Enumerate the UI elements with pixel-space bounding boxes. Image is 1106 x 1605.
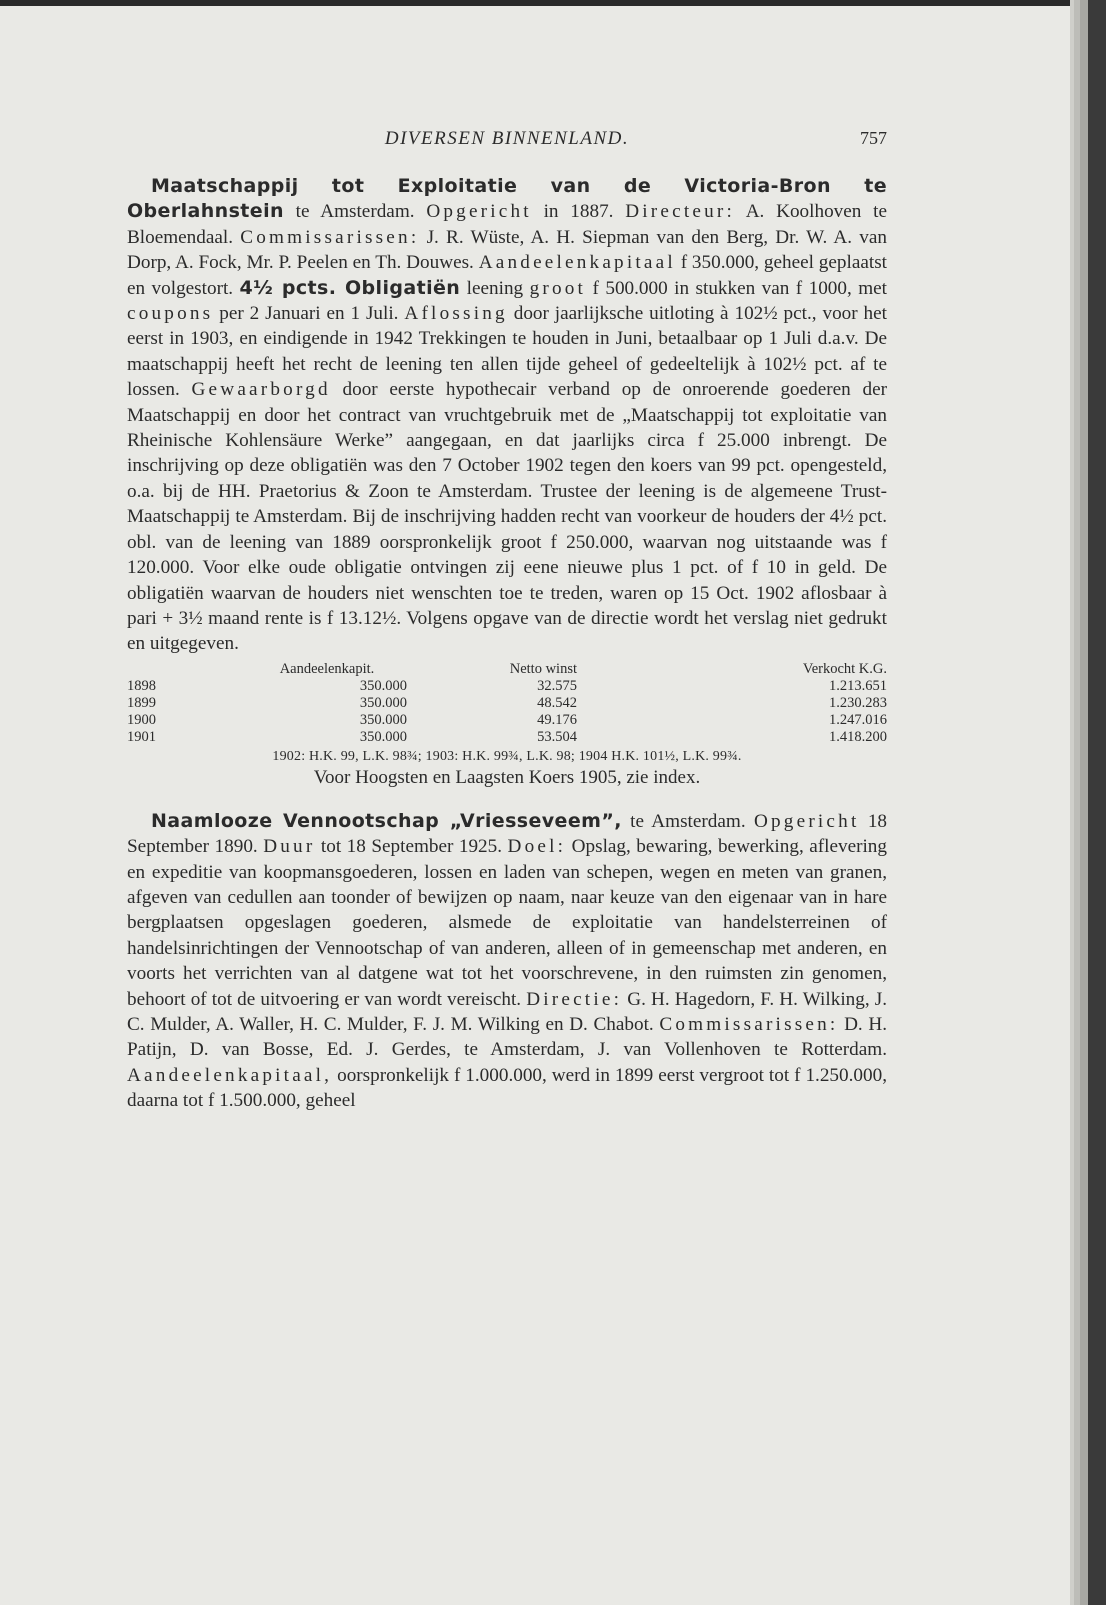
field-label-directie: Directie: xyxy=(526,988,623,1010)
winst-cell: 32.575 xyxy=(537,677,577,694)
table-row xyxy=(127,729,887,746)
text-run: te Amsterdam. xyxy=(283,201,427,223)
kapitaal-cell: 350.000 xyxy=(359,728,407,745)
text-run: Opslag, bewaring, bewerking, aflevering en expeditie van koopmansgoederen, lossen en laden van schepen, wegen en meten van granen, afgeven van cedullen aan toonder of bewijzen op naam, naar keuze van den eigenaar van in hare bergplaatsen opgeslagen goederen, alsmede de exploitatie van handelsterreinen of handelsinrichtingen der Vennootschap of van anderen, alleen of in gemeenschap met anderen, en voorts het verrichten van al datgene wat tot het voorschrevene, in den ruimsten zin genomen, behoort of tot de uitvoering er van wordt vereischt. xyxy=(127,836,887,1010)
table-row xyxy=(127,678,887,695)
page-number: 757 xyxy=(860,128,887,148)
field-label-aandeelenkapitaal: Aandeelenkapitaal xyxy=(478,252,676,274)
field-label-opgericht: Opgericht xyxy=(426,201,532,223)
field-label-doel: Doel: xyxy=(507,836,567,858)
kapitaal-cell: 350.000 xyxy=(359,711,407,728)
field-label-gewaarborgd: Gewaarborgd xyxy=(191,379,331,401)
text-run: tot 18 September 1925. xyxy=(315,836,508,858)
field-label-directeur: Directeur: xyxy=(625,201,735,223)
verkocht-cell: 1.247.016 xyxy=(829,711,887,728)
text-run: te Amsterdam. xyxy=(621,810,754,832)
text-run: G. H. Hagedorn, F. H. Wilking, J. C. Mulder, A. Waller, H. C. Mulder, F. J. M. Wilking en D. Chabot. xyxy=(127,988,887,1035)
verkocht-cell: 1.230.283 xyxy=(829,694,887,711)
article-vriesseveem xyxy=(127,809,887,1114)
field-label-aflossing: Aflossing xyxy=(404,303,508,325)
winst-cell: 48.542 xyxy=(537,694,577,711)
text-run: leening xyxy=(460,277,530,299)
field-label-coupons: coupons xyxy=(127,303,214,325)
col-header-verkocht: Verkocht K.G. xyxy=(802,660,887,677)
text-run: 18 September 1890. xyxy=(127,810,888,858)
col-header-winst: Netto winst xyxy=(509,660,577,677)
article-heading: Maatschappij tot Exploitatie van de Victoria-Bron te Oberlahnstein xyxy=(127,175,887,223)
text-run: door eerste hypothecair verband op de onroerende goederen der Maatschappij en door het contract van vruchtgebruik met de „Maatschappij tot exploitatie van Rheinische Kohlensäure Werke” aangegaan, en dat jaarlijks circa f 25.000 inbrengt. De inschrijving op deze obligatiën was den 7 October 1902 tegen den koers van 99 pct. opengesteld, o.a. bij de HH. Praetorius & Zoon te Amsterdam. Trustee der leening is de algemeene Trust-Maatschappij te Amsterdam. Bij de inschrijving hadden recht van voorkeur de houders der 4½ pct. obl. van de leening van 1889 oorspronkelijk groot f 250.000, waarvan nog uitstaande was f 120.000. Voor elke oude obligatie ontvingen zij eene nieuwe plus 1 pct. of f 10 in geld. De obligatiën waarvan de houders niet wenschten toe te treden, waren op 15 Oct. 1902 aflosbaar à pari + 3½ maand rente is f 13.12½. Volgens opgave van de directie wordt het verslag niet gedrukt en uitgegeven. xyxy=(127,379,888,655)
text-run: oorspronkelijk f 1.000.000, werd in 1899 eerst vergroot tot f 1.250.000, daarna tot f 1.500.000, geheel xyxy=(127,1064,887,1112)
text-run: per 2 Januari en 1 Juli. xyxy=(213,303,405,325)
field-label-duur: Duur xyxy=(263,836,316,858)
table-row xyxy=(127,712,887,729)
text-run: A. Koolhoven te Bloemendaal. xyxy=(127,201,887,248)
year-cell: 1900 xyxy=(127,711,156,728)
field-label-commissarissen: Commissarissen: xyxy=(659,1013,839,1035)
field-label-commissarissen: Commissarissen: xyxy=(240,226,420,248)
kapitaal-cell: 350.000 xyxy=(359,677,407,694)
running-title: DIVERSEN BINNENLAND. xyxy=(384,128,630,149)
year-header xyxy=(127,661,247,678)
kapitaal-cell: 350.000 xyxy=(359,694,407,711)
see-index-note: Voor Hoogsten en Laagsten Koers 1905, zie index. xyxy=(313,766,701,788)
text-run: in 1887. xyxy=(531,201,626,223)
year-cell: 1901 xyxy=(127,728,156,745)
text-run: f 500.000 in stukken van f 1000, met xyxy=(586,277,887,299)
winst-cell: 53.504 xyxy=(537,728,577,745)
table-row xyxy=(127,695,887,712)
field-label-groot: groot xyxy=(529,277,587,299)
verkocht-cell: 1.213.651 xyxy=(829,677,887,694)
financial-table xyxy=(127,661,887,746)
winst-cell: 49.176 xyxy=(537,711,577,728)
text-run: J. R. Wüste, A. H. Siepman van den Berg, Dr. W. A. van Dorp, A. Fock, Mr. P. Peelen en Th. Douwes. xyxy=(127,226,887,274)
col-header-kapitaal: Aandeelenkapit. xyxy=(279,660,375,677)
year-cell: 1898 xyxy=(127,677,156,694)
field-label-opgericht: Opgericht xyxy=(753,810,860,832)
article-heading: Naamlooze Vennootschap „Vriesseveem”, xyxy=(151,809,622,832)
article-victoria-bron xyxy=(127,174,887,657)
text-run: D. H. Patijn, D. van Bosse, Ed. J. Gerdes, te Amsterdam, J. van Vollenhoven te Rotterdam. xyxy=(127,1013,888,1061)
running-header xyxy=(127,128,887,162)
text-run: f 350.000, geheel geplaatst en volgestort. xyxy=(127,252,888,299)
text-column xyxy=(127,128,887,1114)
table-header-row xyxy=(127,661,887,678)
koers-line: 1902: H.K. 99, L.K. 98¾; 1903: H.K. 99¾, L.K. 98; 1904 H.K. 101½, L.K. 99¾. xyxy=(272,748,742,764)
field-label-aandeelenkapitaal: Aandeelenkapitaal, xyxy=(127,1064,333,1086)
text-run: door jaarlijksche uitloting à 102½ pct., voor het eerst in 1903, en eindigende in 1942 Trekkingen te houden in Juni, betaalbaar op 1 Juli d.a.v. De maatschappij heeft het recht de leening ten allen tijde geheel of gedeeltelijk à 102½ pct. af te lossen. xyxy=(127,303,887,401)
year-cell: 1899 xyxy=(127,694,156,711)
verkocht-cell: 1.418.200 xyxy=(829,728,887,745)
obligatien-heading: 4½ pcts. Obligatiën xyxy=(239,276,461,299)
